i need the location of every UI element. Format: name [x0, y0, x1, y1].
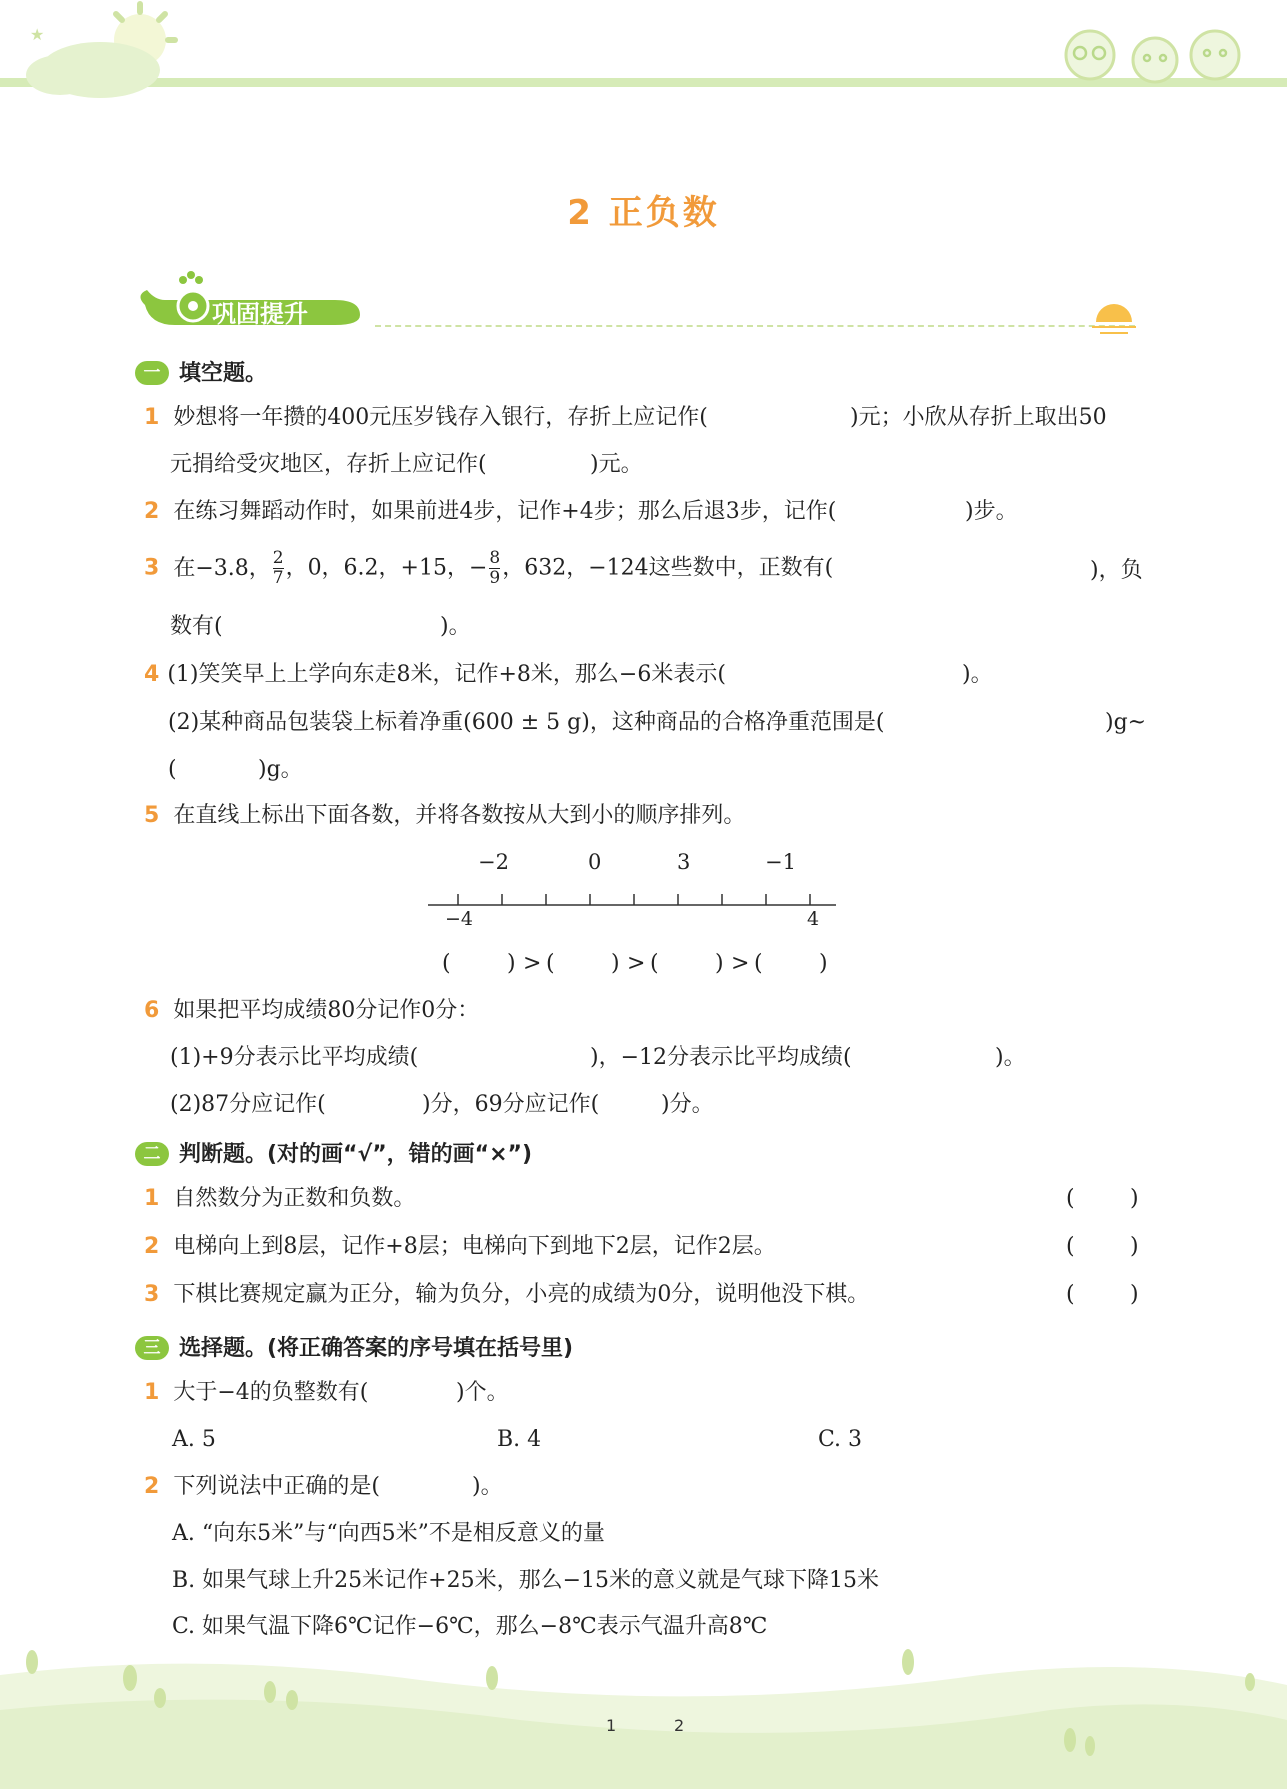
- choice-q2-end: )。: [472, 1474, 503, 1499]
- banner-label: 巩固提升: [212, 300, 308, 328]
- q4-number: 4: [144, 662, 160, 687]
- q4-p1-b: )。: [962, 662, 993, 687]
- q6-p1-a: (1)+9分表示比平均成绩(: [170, 1045, 419, 1070]
- q6-p2-a: (2)87分应记作(: [170, 1092, 326, 1117]
- q1-line2b: )元。: [590, 452, 643, 477]
- q5-order-p2o: (: [546, 951, 555, 976]
- q2-number: 2: [144, 499, 160, 524]
- judge-item-2: 2 电梯向上到8层，记作+8层；电梯向下到地下2层，记作2层。: [144, 1234, 776, 1259]
- q4-p2-d: )g。: [258, 757, 303, 782]
- q5-text: 在直线上标出下面各数，并将各数按从大到小的顺序排列。: [173, 803, 746, 828]
- judge-item-1: 1 自然数分为正数和负数。: [144, 1186, 416, 1211]
- q5-number: 5: [144, 803, 160, 828]
- q5-order-p3o: (: [650, 951, 659, 976]
- q5-line: [144, 801, 745, 831]
- q3-suffix: ，632，−124这些数中，正数有(: [502, 555, 834, 581]
- judge-item-3: 3 下棋比赛规定赢为正分，输为负分，小亮的成绩为0分，说明他没下棋。: [144, 1282, 870, 1307]
- q6-text: 如果把平均成绩80分记作0分：: [173, 998, 480, 1023]
- choice-q1-option-c: C. 3: [818, 1427, 863, 1452]
- q2-end: )步。: [965, 499, 1018, 524]
- judge-2-paren-close: ): [1130, 1234, 1139, 1259]
- judge-3-paren-open: (: [1066, 1282, 1075, 1307]
- section2-title: 判断题。(对的画“√”，错的画“×”): [179, 1142, 533, 1167]
- svg-text:★: ★: [30, 25, 45, 44]
- choice-q2-option-a: A. “向东5米”与“向西5米”不是相反意义的量: [172, 1521, 605, 1546]
- sun-cloud-decoration: [0, 0, 220, 110]
- q5-order-p3c: ): [715, 951, 724, 976]
- q5-order-gt1: >: [523, 951, 542, 976]
- q1-line2a: 元捐给受灾地区，存折上应记作(: [170, 452, 487, 477]
- sunset-icon: [1090, 300, 1140, 340]
- q5-order-p4o: (: [754, 951, 763, 976]
- q3-end: )，负: [1090, 558, 1143, 583]
- section2-header: [135, 1137, 532, 1168]
- banner-divider: [375, 325, 1135, 327]
- q5-order-gt2: >: [627, 951, 646, 976]
- axis-min-label: −4: [445, 908, 474, 930]
- q6-p1-b: )，−12分表示比平均成绩(: [590, 1045, 852, 1070]
- choice-q2-option-c: C. 如果气温下降6℃记作−6℃，那么−8℃表示气温升高8℃: [172, 1614, 768, 1639]
- q4-p1-a: (1)笑笑早上上学向东走8米，记作+8米，那么−6米表示(: [167, 662, 726, 687]
- section2-badge: 二: [135, 1142, 169, 1166]
- q5-order-p1c: ): [507, 951, 516, 976]
- q3-fraction-1: $\frac{2}{7}$: [272, 548, 284, 588]
- section3-header: [135, 1331, 573, 1362]
- q1-text-b: )元；小欣从存折上取出50: [850, 405, 1107, 430]
- number-line: [428, 885, 838, 915]
- q3-fraction-2: $\frac{8}{9}$: [489, 548, 501, 588]
- page-number-right: 2: [674, 1716, 685, 1735]
- judge-1-paren-close: ): [1130, 1186, 1139, 1211]
- q6-line: [144, 996, 479, 1026]
- q2-text: 在练习舞蹈动作时，如果前进4步，记作+4步；那么后退3步，记作(: [173, 499, 837, 524]
- section1-header: [135, 356, 267, 387]
- q3-line1: [144, 549, 833, 588]
- q3-line2a: 数有(: [170, 614, 223, 639]
- page-number-left: 1: [606, 1716, 617, 1735]
- q5-order-p1o: (: [442, 951, 451, 976]
- choice-q1-option-a: A. 5: [172, 1427, 216, 1452]
- choice-q1-end: )个。: [456, 1380, 509, 1405]
- section3-title: 选择题。(将正确答案的序号填在括号里): [179, 1336, 574, 1361]
- q1-number: 1: [144, 405, 160, 430]
- q5-number-a: −2: [478, 850, 509, 874]
- hills-decoration: [0, 1640, 1287, 1789]
- judge-3-paren-close: ): [1130, 1282, 1139, 1307]
- q5-order-p4c: ): [819, 951, 828, 976]
- q5-order-gt3: >: [731, 951, 750, 976]
- q5-number-d: −1: [765, 850, 796, 874]
- choice-q2-option-b: B. 如果气球上升25米记作+25米，那么−15米的意义就是气球下降15米: [172, 1568, 879, 1593]
- page-title: 2 正负数: [567, 193, 720, 233]
- q3-line2b: )。: [440, 614, 471, 639]
- section3-badge: 三: [135, 1336, 169, 1360]
- q5-number-c: 3: [677, 850, 691, 874]
- q6-p1-c: )。: [995, 1045, 1026, 1070]
- q6-number: 6: [144, 998, 160, 1023]
- q3-prefix: 在−3.8，: [173, 555, 271, 581]
- q4-p2-b: )g~: [1105, 710, 1147, 735]
- q1-text-a: 妙想将一年攒的400元压岁钱存入银行，存折上应记作(: [173, 405, 708, 430]
- q2-line: [144, 497, 836, 527]
- section1-badge: 一: [135, 361, 169, 385]
- judge-1-paren-open: (: [1066, 1186, 1075, 1211]
- q5-number-b: 0: [588, 850, 602, 874]
- q4-line1: [144, 660, 726, 690]
- q3-number: 3: [144, 555, 160, 581]
- q6-p2-b: )分，69分应记作(: [422, 1092, 600, 1117]
- q4-p2-a: (2)某种商品包装袋上标着净重(600 ± 5 g)，这种商品的合格净重范围是(: [168, 710, 885, 735]
- q5-order-p2c: ): [611, 951, 620, 976]
- axis-max-label: 4: [807, 908, 820, 930]
- q3-mid: ，0，6.2，+15，−: [285, 555, 488, 581]
- q4-p2-c: (: [168, 757, 177, 782]
- animal-faces-decoration: [1055, 20, 1255, 85]
- choice-q1-option-b: B. 4: [497, 1427, 542, 1452]
- q6-p2-c: )分。: [661, 1092, 714, 1117]
- choice-q2: 2 下列说法中正确的是(: [144, 1474, 380, 1499]
- q1-line1: [144, 403, 708, 433]
- choice-q1: 1 大于−4的负整数有(: [144, 1380, 369, 1405]
- judge-2-paren-open: (: [1066, 1234, 1075, 1259]
- section1-title: 填空题。: [179, 361, 268, 386]
